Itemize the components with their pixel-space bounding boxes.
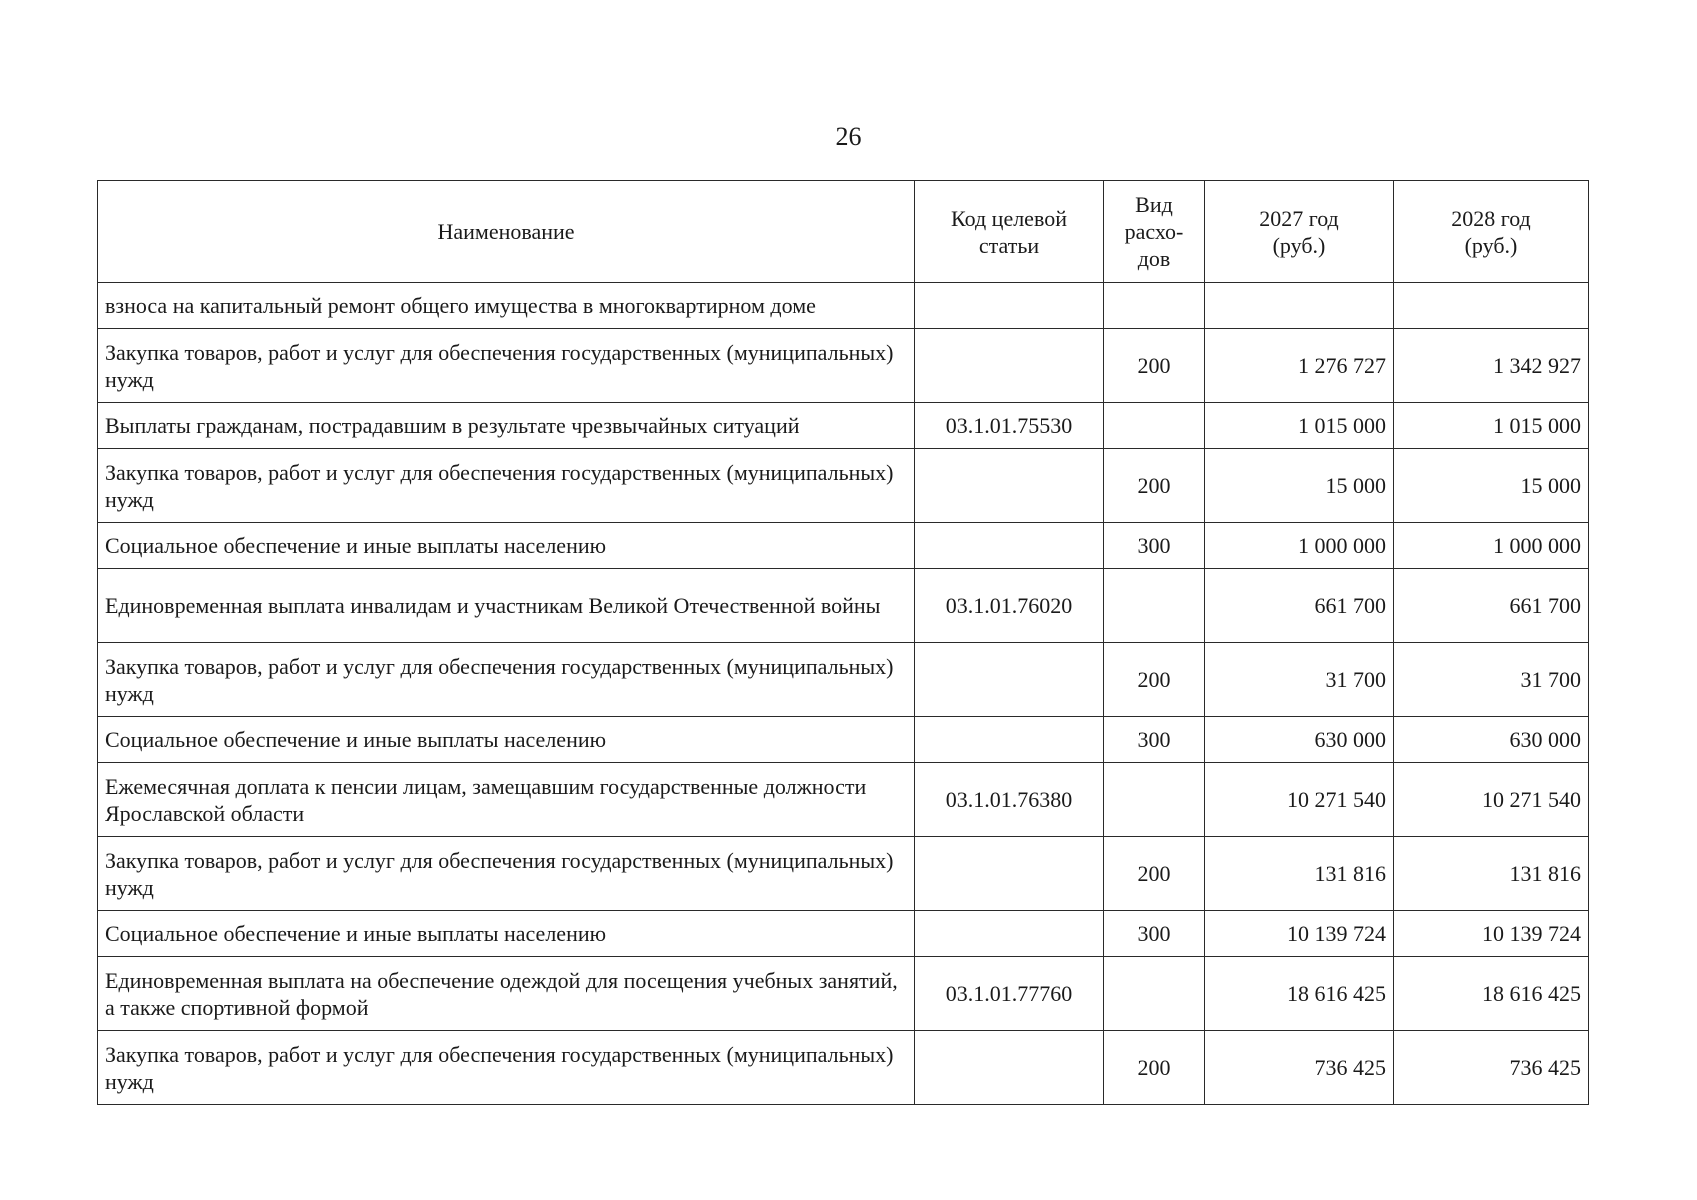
- row-code-cell: [915, 449, 1104, 523]
- row-2028-cell: 736 425: [1394, 1031, 1589, 1105]
- table-body: [98, 283, 1589, 1105]
- row-code-cell: [915, 837, 1104, 911]
- row-code-cell: [915, 329, 1104, 403]
- table-row: [98, 911, 1589, 957]
- row-name-cell: Закупка товаров, работ и услуг для обеспечения государственных (муниципальных) нужд: [98, 1031, 915, 1105]
- row-name-cell: Социальное обеспечение и иные выплаты населению: [98, 523, 915, 569]
- row-2027-cell: 10 139 724: [1205, 911, 1394, 957]
- row-kind-cell: 200: [1104, 1031, 1205, 1105]
- row-2028-cell: 10 271 540: [1394, 763, 1589, 837]
- table-row: [98, 449, 1589, 523]
- row-name-cell: взноса на капитальный ремонт общего имущества в многоквартирном доме: [98, 283, 915, 329]
- row-code-cell: 03.1.01.76020: [915, 569, 1104, 643]
- table-row: [98, 1031, 1589, 1105]
- row-2027-cell: 18 616 425: [1205, 957, 1394, 1031]
- row-code-cell: [915, 911, 1104, 957]
- row-kind-cell: 300: [1104, 717, 1205, 763]
- row-name-cell: Ежемесячная доплата к пенсии лицам, замещавшим государственные должности Ярославской области: [98, 763, 915, 837]
- row-kind-cell: [1104, 569, 1205, 643]
- table-row: [98, 329, 1589, 403]
- row-2027-cell: 1 276 727: [1205, 329, 1394, 403]
- row-code-cell: [915, 283, 1104, 329]
- row-2028-cell: [1394, 283, 1589, 329]
- row-kind-cell: [1104, 957, 1205, 1031]
- row-2028-cell: 630 000: [1394, 717, 1589, 763]
- row-2027-cell: 131 816: [1205, 837, 1394, 911]
- row-name-cell: Закупка товаров, работ и услуг для обеспечения государственных (муниципальных) нужд: [98, 837, 915, 911]
- row-kind-cell: 200: [1104, 449, 1205, 523]
- row-kind-cell: [1104, 283, 1205, 329]
- table-header-row: [98, 181, 1589, 283]
- table-row: [98, 523, 1589, 569]
- row-2027-cell: 10 271 540: [1205, 763, 1394, 837]
- row-kind-cell: 200: [1104, 837, 1205, 911]
- row-code-cell: [915, 717, 1104, 763]
- header-year-2028: 2028 год (руб.): [1394, 181, 1589, 283]
- row-2028-cell: 1 015 000: [1394, 403, 1589, 449]
- header-year-2027: 2027 год (руб.): [1205, 181, 1394, 283]
- row-2028-cell: 1 342 927: [1394, 329, 1589, 403]
- row-2027-cell: 1 000 000: [1205, 523, 1394, 569]
- table-row: [98, 763, 1589, 837]
- budget-table: [97, 180, 1589, 1105]
- table-row: [98, 717, 1589, 763]
- row-kind-cell: 300: [1104, 523, 1205, 569]
- table-row: [98, 569, 1589, 643]
- row-name-cell: Закупка товаров, работ и услуг для обеспечения государственных (муниципальных) нужд: [98, 449, 915, 523]
- table-row: [98, 643, 1589, 717]
- row-kind-cell: 200: [1104, 329, 1205, 403]
- row-2028-cell: 15 000: [1394, 449, 1589, 523]
- row-2028-cell: 31 700: [1394, 643, 1589, 717]
- row-name-cell: Единовременная выплата инвалидам и участникам Великой Отечественной войны: [98, 569, 915, 643]
- row-2027-cell: 736 425: [1205, 1031, 1394, 1105]
- table-row: [98, 837, 1589, 911]
- row-2028-cell: 131 816: [1394, 837, 1589, 911]
- row-kind-cell: 200: [1104, 643, 1205, 717]
- row-2028-cell: 18 616 425: [1394, 957, 1589, 1031]
- row-name-cell: Закупка товаров, работ и услуг для обеспечения государственных (муниципальных) нужд: [98, 329, 915, 403]
- row-2028-cell: 661 700: [1394, 569, 1589, 643]
- row-2027-cell: 661 700: [1205, 569, 1394, 643]
- row-code-cell: [915, 523, 1104, 569]
- row-2027-cell: 31 700: [1205, 643, 1394, 717]
- table-row: [98, 403, 1589, 449]
- row-name-cell: Выплаты гражданам, пострадавшим в результате чрезвычайных ситуаций: [98, 403, 915, 449]
- row-code-cell: 03.1.01.77760: [915, 957, 1104, 1031]
- row-name-cell: Закупка товаров, работ и услуг для обеспечения государственных (муниципальных) нужд: [98, 643, 915, 717]
- row-name-cell: Единовременная выплата на обеспечение одеждой для посещения учебных занятий, а также спортивной формой: [98, 957, 915, 1031]
- row-kind-cell: [1104, 763, 1205, 837]
- row-2028-cell: 1 000 000: [1394, 523, 1589, 569]
- row-name-cell: Социальное обеспечение и иные выплаты населению: [98, 717, 915, 763]
- row-2027-cell: [1205, 283, 1394, 329]
- row-code-cell: [915, 643, 1104, 717]
- row-2027-cell: 630 000: [1205, 717, 1394, 763]
- row-kind-cell: 300: [1104, 911, 1205, 957]
- row-code-cell: 03.1.01.76380: [915, 763, 1104, 837]
- row-name-cell: Социальное обеспечение и иные выплаты населению: [98, 911, 915, 957]
- row-kind-cell: [1104, 403, 1205, 449]
- page-number: 26: [835, 122, 862, 151]
- row-2028-cell: 10 139 724: [1394, 911, 1589, 957]
- table-row: [98, 283, 1589, 329]
- header-name: Наименование: [98, 181, 915, 283]
- table-row: [98, 957, 1589, 1031]
- row-code-cell: [915, 1031, 1104, 1105]
- row-code-cell: 03.1.01.75530: [915, 403, 1104, 449]
- header-kind: Вид расхо-дов: [1104, 181, 1205, 283]
- header-code: Код целевой статьи: [915, 181, 1104, 283]
- row-2027-cell: 1 015 000: [1205, 403, 1394, 449]
- row-2027-cell: 15 000: [1205, 449, 1394, 523]
